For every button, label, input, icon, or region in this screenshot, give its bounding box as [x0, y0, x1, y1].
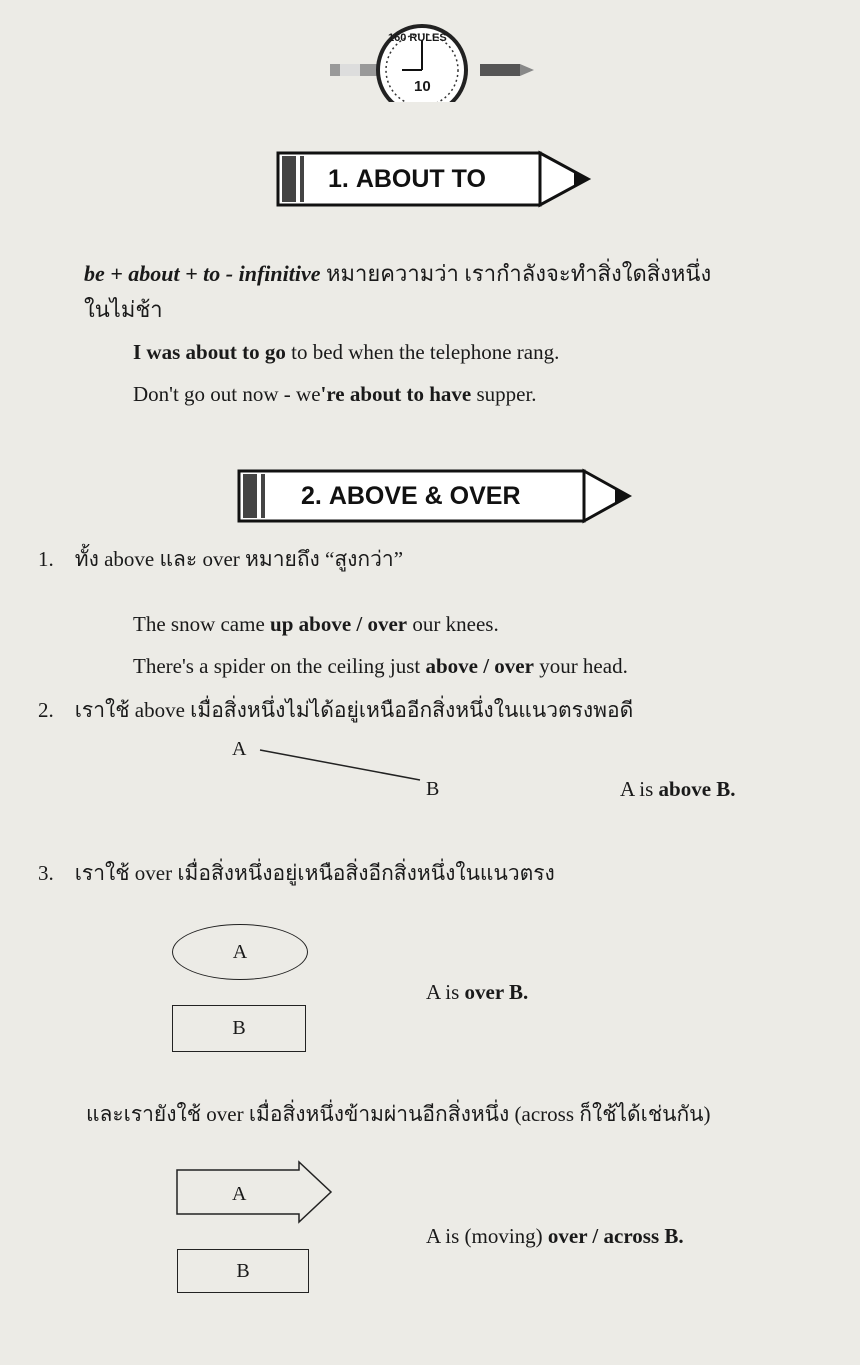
section-1-header	[276, 150, 592, 208]
rule-2: 2. เราใช้ above เมื่อสิ่งหนึ่งไม่ได้อยู่เหนืออีกสิ่งหนึ่งในแนวตรงพอดี	[38, 698, 634, 722]
section-2-title: 2. ABOVE & OVER	[301, 481, 521, 510]
example-1: I was about to go to bed when the telephone rang.	[133, 340, 560, 364]
diagram-1-label-b: B	[426, 778, 440, 800]
section-2-header	[237, 468, 632, 524]
example-2: Don't go out now - we're about to have supper.	[133, 382, 537, 406]
rule-3: 3. เราใช้ over เมื่อสิ่งหนึ่งอยู่เหนือสิ่งอีกสิ่งหนึ่งในแนวตรง	[38, 861, 555, 885]
rule-1: 1. ทั้ง above และ over หมายถึง “สูงกว่า”	[38, 547, 404, 571]
diagram-1-label-a: A	[232, 738, 247, 760]
diagram-1-caption: A is above B.	[620, 777, 736, 801]
diagram-2-caption: A is over B.	[426, 980, 529, 1004]
rule-4: และเรายังใช้ over เมื่อสิ่งหนึ่งข้ามผ่านอีกสิ่งหนึ่ง (across ก็ใช้ได้เช่นกัน)	[86, 1102, 711, 1126]
diagram-3-caption: A is (moving) over / across B.	[426, 1224, 684, 1248]
diagram-2-box-b: B	[172, 1005, 306, 1052]
section-1-intro-cont: ในไม่ช้า	[84, 297, 163, 322]
logo-text: 160 RULES	[388, 32, 447, 44]
rule-1-example-2: There's a spider on the ceiling just above / over your head.	[133, 654, 628, 678]
section-1-intro: be + about + to - infinitive หมายความว่า เรากำลังจะทำสิ่งใดสิ่งหนึ่ง	[84, 261, 712, 286]
logo-160-rules	[320, 12, 540, 102]
logo-number: 10	[414, 78, 431, 95]
rule-1-example-1: The snow came up above / over our knees.	[133, 612, 499, 636]
diagram-above-line	[240, 740, 440, 800]
diagram-3-label-a: A	[232, 1183, 247, 1205]
diagram-3-arrow-a	[175, 1160, 335, 1224]
diagram-2-ellipse-a: A	[172, 924, 308, 980]
diagram-3-box-b: B	[177, 1249, 309, 1293]
section-1-title: 1. ABOUT TO	[328, 164, 486, 193]
